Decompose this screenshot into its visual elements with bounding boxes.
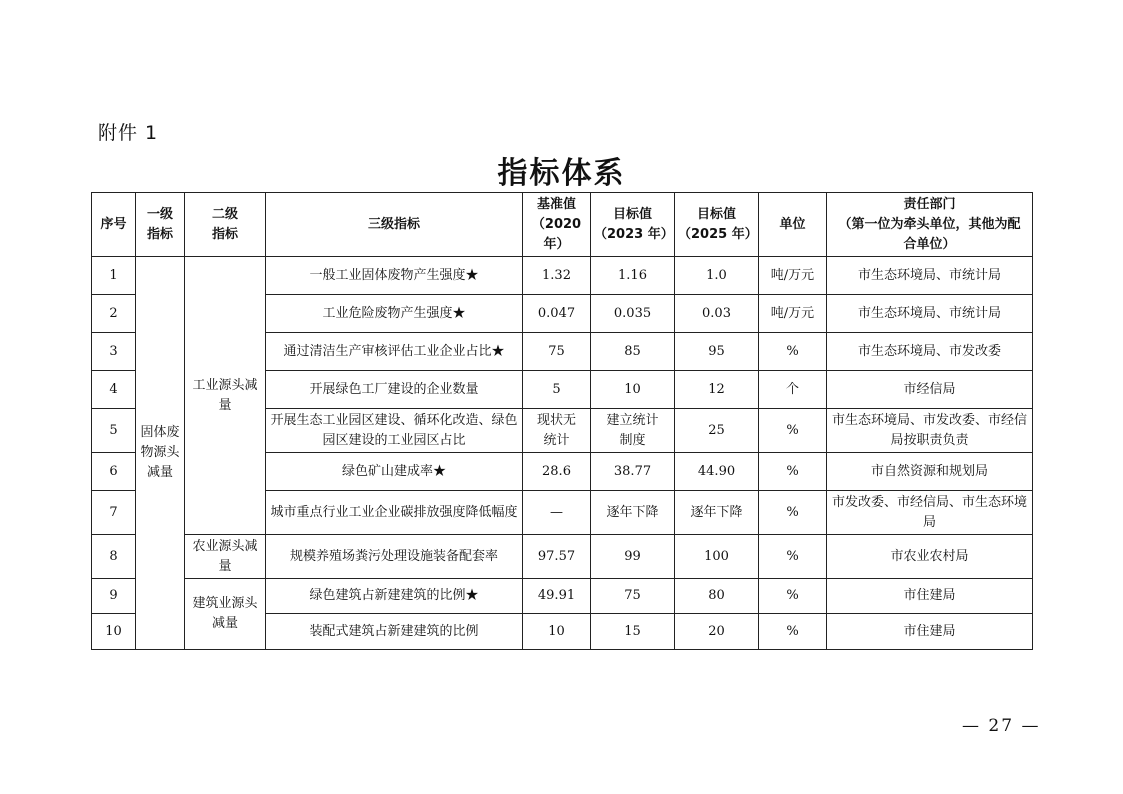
cell-target-2023: 85 <box>591 333 675 371</box>
cell-indicator: 开展绿色工厂建设的企业数量 <box>266 371 523 409</box>
cell-baseline: 现状无统计 <box>523 409 591 453</box>
cell-dept: 市生态环境局、市发改委、市经信局按职责负责 <box>827 409 1033 453</box>
cell-unit: % <box>759 614 827 650</box>
cell-baseline: 28.6 <box>523 453 591 491</box>
cell-target-2023: 38.77 <box>591 453 675 491</box>
header-row <box>92 193 1033 257</box>
cell-target-2025: 12 <box>675 371 759 409</box>
cell-target-2025: 95 <box>675 333 759 371</box>
cell-target-2023: 建立统计制度 <box>591 409 675 453</box>
header-level2: 二级 指标 <box>185 193 266 257</box>
cell-target-2023: 逐年下降 <box>591 491 675 535</box>
cell-level1-group: 固体废物源头减量 <box>136 257 185 650</box>
header-level1: 一级 指标 <box>136 193 185 257</box>
cell-unit: 个 <box>759 371 827 409</box>
cell-unit: % <box>759 535 827 579</box>
cell-indicator: 绿色矿山建成率★ <box>266 453 523 491</box>
cell-target-2025: 100 <box>675 535 759 579</box>
header-target-2023: 目标值 （2023 年） <box>591 193 675 257</box>
cell-unit: % <box>759 579 827 614</box>
cell-seq: 5 <box>92 409 136 453</box>
cell-unit: % <box>759 333 827 371</box>
cell-level2-agri: 农业源头减量 <box>185 535 266 579</box>
header-unit: 单位 <box>759 193 827 257</box>
cell-target-2025: 1.0 <box>675 257 759 295</box>
attachment-label: 附件 1 <box>98 122 159 144</box>
header-target-2025: 目标值 （2025 年） <box>675 193 759 257</box>
cell-level2-build: 建筑业源头减量 <box>185 579 266 650</box>
cell-indicator: 城市重点行业工业企业碳排放强度降低幅度 <box>266 491 523 535</box>
cell-baseline: 5 <box>523 371 591 409</box>
cell-unit: % <box>759 409 827 453</box>
cell-target-2023: 99 <box>591 535 675 579</box>
cell-target-2025: 20 <box>675 614 759 650</box>
cell-level2-industry: 工业源头减量 <box>185 257 266 535</box>
header-seq: 序号 <box>92 193 136 257</box>
cell-indicator: 通过清洁生产审核评估工业企业占比★ <box>266 333 523 371</box>
cell-dept: 市发改委、市经信局、市生态环境局 <box>827 491 1033 535</box>
cell-target-2023: 1.16 <box>591 257 675 295</box>
cell-unit: % <box>759 453 827 491</box>
cell-target-2023: 0.035 <box>591 295 675 333</box>
cell-seq: 10 <box>92 614 136 650</box>
table-row <box>92 535 1033 579</box>
cell-baseline: 0.047 <box>523 295 591 333</box>
indicator-table <box>91 192 1033 650</box>
cell-dept: 市住建局 <box>827 579 1033 614</box>
cell-unit: % <box>759 491 827 535</box>
cell-seq: 2 <box>92 295 136 333</box>
page-number: — 27 — <box>962 716 1041 736</box>
cell-target-2025: 0.03 <box>675 295 759 333</box>
cell-indicator: 装配式建筑占新建建筑的比例 <box>266 614 523 650</box>
cell-baseline: — <box>523 491 591 535</box>
cell-target-2025: 逐年下降 <box>675 491 759 535</box>
cell-target-2025: 44.90 <box>675 453 759 491</box>
cell-seq: 6 <box>92 453 136 491</box>
header-baseline: 基准值 （2020 年） <box>523 193 591 257</box>
cell-baseline: 75 <box>523 333 591 371</box>
cell-indicator: 绿色建筑占新建建筑的比例★ <box>266 579 523 614</box>
cell-baseline: 97.57 <box>523 535 591 579</box>
header-dept: 责任部门 （第一位为牵头单位，其他为配 合单位） <box>827 193 1033 257</box>
cell-seq: 8 <box>92 535 136 579</box>
table-row <box>92 257 1033 295</box>
cell-baseline: 10 <box>523 614 591 650</box>
cell-target-2025: 25 <box>675 409 759 453</box>
cell-dept: 市住建局 <box>827 614 1033 650</box>
table-row <box>92 579 1033 614</box>
cell-dept: 市经信局 <box>827 371 1033 409</box>
cell-target-2023: 75 <box>591 579 675 614</box>
page-title: 指标体系 <box>497 156 626 191</box>
cell-indicator: 开展生态工业园区建设、循环化改造、绿色园区建设的工业园区占比 <box>266 409 523 453</box>
cell-baseline: 49.91 <box>523 579 591 614</box>
cell-seq: 3 <box>92 333 136 371</box>
header-level3: 三级指标 <box>266 193 523 257</box>
cell-target-2025: 80 <box>675 579 759 614</box>
cell-unit: 吨/万元 <box>759 295 827 333</box>
cell-dept: 市农业农村局 <box>827 535 1033 579</box>
cell-indicator: 一般工业固体废物产生强度★ <box>266 257 523 295</box>
cell-target-2023: 10 <box>591 371 675 409</box>
cell-indicator: 工业危险废物产生强度★ <box>266 295 523 333</box>
cell-dept: 市生态环境局、市统计局 <box>827 295 1033 333</box>
cell-dept: 市自然资源和规划局 <box>827 453 1033 491</box>
cell-seq: 9 <box>92 579 136 614</box>
cell-seq: 1 <box>92 257 136 295</box>
cell-dept: 市生态环境局、市统计局 <box>827 257 1033 295</box>
cell-seq: 7 <box>92 491 136 535</box>
cell-unit: 吨/万元 <box>759 257 827 295</box>
cell-indicator: 规模养殖场粪污处理设施装备配套率 <box>266 535 523 579</box>
cell-baseline: 1.32 <box>523 257 591 295</box>
cell-dept: 市生态环境局、市发改委 <box>827 333 1033 371</box>
cell-target-2023: 15 <box>591 614 675 650</box>
cell-seq: 4 <box>92 371 136 409</box>
